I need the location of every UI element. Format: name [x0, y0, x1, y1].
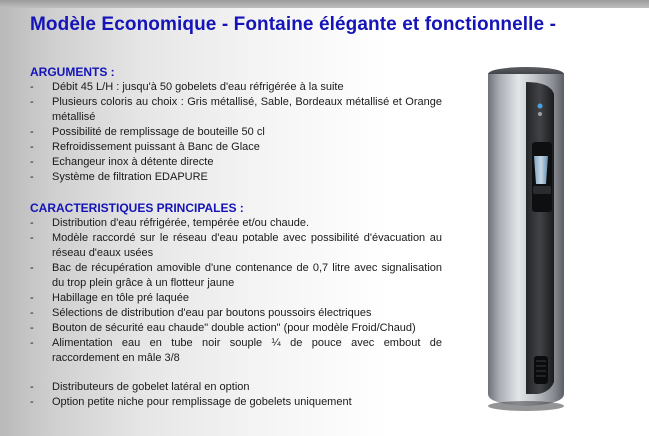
list-item [30, 321, 442, 336]
dash: - [30, 156, 34, 168]
list-item [30, 95, 442, 125]
arguments-heading: ARGUMENTS : [30, 65, 115, 79]
list-item-text: Option petite niche pour remplissage de gobelets uniquement [52, 396, 352, 408]
list-item [30, 261, 442, 291]
cold-button-icon [538, 104, 543, 109]
glass-icon [534, 156, 548, 184]
fountain-front-panel [526, 82, 554, 394]
list-item-text: Débit 45 L/H : jusqu'à 50 gobelets d'eau réfrigérée à la suite [52, 81, 344, 93]
list-item-text: Système de filtration EDAPURE [52, 171, 208, 183]
list-item-text: Modèle raccordé sur le réseau d'eau potable avec possibilité d'évacuation au réseau d'eaux usées [52, 232, 442, 259]
page-title: Modèle Economique - Fontaine élégante et fonctionnelle - [30, 14, 557, 35]
list-item [30, 80, 442, 95]
list-item-text: Sélections de distribution d'eau par boutons poussoirs électriques [52, 307, 372, 319]
spacer [30, 366, 442, 380]
list-item [30, 155, 442, 170]
list-item-text: Alimentation eau en tube noir souple ¼ de pouce avec embout de raccordement en mâle 3/8 [52, 337, 442, 364]
button-icon [538, 112, 542, 116]
dash: - [30, 337, 34, 349]
list-item [30, 216, 442, 231]
list-item [30, 125, 442, 140]
list-item [30, 306, 442, 321]
list-item-text: Distributeurs de gobelet latéral en option [52, 381, 250, 393]
drip-tray [533, 186, 551, 194]
characteristics-heading: CARACTERISTIQUES PRINCIPALES : [30, 201, 244, 215]
list-item [30, 231, 442, 261]
dash: - [30, 171, 34, 183]
list-item [30, 380, 442, 395]
dash: - [30, 126, 34, 138]
list-item [30, 291, 442, 306]
fountain-base-shadow [488, 401, 564, 411]
list-item-text: Refroidissement puissant à Banc de Glace [52, 141, 260, 153]
list-item-text: Bouton de sécurité eau chaude" double action" (pour modèle Froid/Chaud) [52, 322, 416, 334]
dash: - [30, 396, 34, 408]
dash: - [30, 232, 34, 244]
dash: - [30, 96, 34, 108]
list-item [30, 140, 442, 155]
dash: - [30, 307, 34, 319]
list-item [30, 395, 442, 410]
list-item-text: Bac de récupération amovible d'une contenance de 0,7 litre avec signalisation du trop plein grâce à un flotteur jaune [52, 262, 442, 289]
dash: - [30, 292, 34, 304]
dash: - [30, 141, 34, 153]
list-item-text: Plusieurs coloris au choix : Gris métallisé, Sable, Bordeaux métallisé et Orange métallisé [52, 96, 442, 123]
water-fountain-image [478, 64, 574, 414]
dash: - [30, 262, 34, 274]
spacer [30, 185, 442, 201]
characteristics-list [30, 216, 442, 366]
options-list [30, 380, 442, 410]
list-item-text: Possibilité de remplissage de bouteille 50 cl [52, 126, 265, 138]
grille-icon [534, 356, 548, 384]
dash: - [30, 381, 34, 393]
list-item [30, 170, 442, 185]
dash: - [30, 322, 34, 334]
top-bar [0, 0, 649, 8]
list-item-text: Habillage en tôle pré laquée [52, 292, 189, 304]
arguments-list [30, 80, 442, 185]
dash: - [30, 217, 34, 229]
list-item-text: Distribution d'eau réfrigérée, tempérée et/ou chaude. [52, 217, 310, 229]
dash: - [30, 81, 34, 93]
description-content [30, 65, 442, 410]
list-item-text: Echangeur inox à détente directe [52, 156, 214, 168]
list-item [30, 336, 442, 366]
